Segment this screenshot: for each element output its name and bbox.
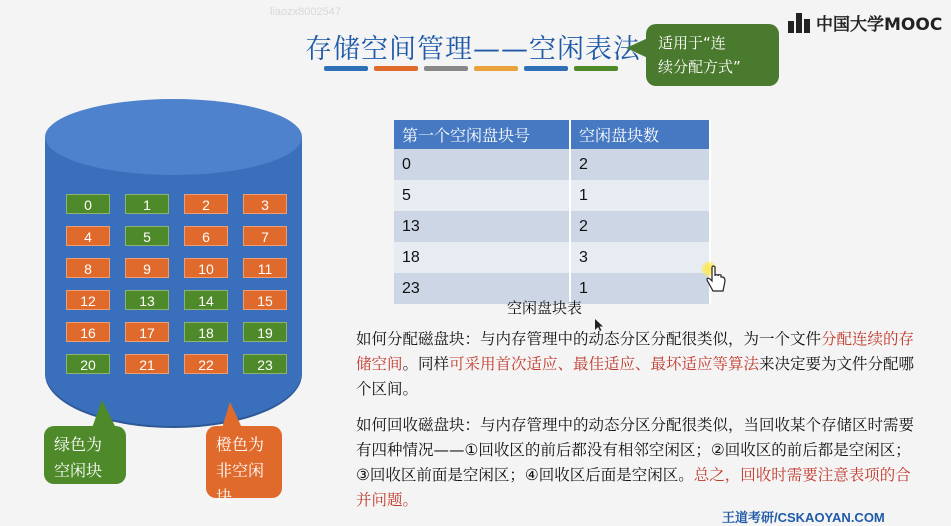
disk-block-3: 3 <box>243 194 287 214</box>
title-bar <box>324 66 368 71</box>
para-highlight: 总之，回收时需要注意表项的合并问题。 <box>356 466 911 509</box>
disk-block-10: 10 <box>184 258 228 278</box>
title-bar <box>524 66 568 71</box>
note-line: 空闲块 <box>54 461 103 480</box>
disk-block-21: 21 <box>125 354 169 374</box>
title-bar <box>574 66 618 71</box>
note-line: 块 <box>216 487 233 506</box>
table-header-row <box>394 120 710 149</box>
table-cell: 5 <box>394 180 570 211</box>
callout-pointer <box>626 38 648 58</box>
note-pointer <box>222 402 242 428</box>
para-text: 如何分配磁盘块：与内存管理中的动态分区分配很类似，为一个文件 <box>356 330 822 348</box>
disk-block-17: 17 <box>125 322 169 342</box>
table-row <box>394 211 710 242</box>
callout-applicability <box>646 24 779 86</box>
note-green-free <box>44 426 126 484</box>
para-text: 来决定要为文件分配哪个区间。 <box>356 355 915 398</box>
title-bar <box>374 66 418 71</box>
disk-block-4: 4 <box>66 226 110 246</box>
para-highlight: 可采用首次适应、最佳适应、最坏适应等算法 <box>449 355 760 373</box>
disk-block-5: 5 <box>125 226 169 246</box>
disk-block-7: 7 <box>243 226 287 246</box>
disk-cylinder-top <box>45 99 302 175</box>
disk-block-11: 11 <box>243 258 287 278</box>
disk-block-9: 9 <box>125 258 169 278</box>
disk-block-8: 8 <box>66 258 110 278</box>
watermark: liaozx8002547 <box>270 6 341 18</box>
disk-block-23: 23 <box>243 354 287 374</box>
note-pointer <box>92 400 116 428</box>
callout-line: 适用于“连 <box>658 34 726 52</box>
table-cell: 1 <box>570 273 710 304</box>
disk-block-13: 13 <box>125 290 169 310</box>
disk-block-22: 22 <box>184 354 228 374</box>
table-cell: 13 <box>394 211 570 242</box>
table-row <box>394 180 710 211</box>
note-line: 非空闲 <box>216 461 265 480</box>
disk-block-18: 18 <box>184 322 228 342</box>
title-bar <box>474 66 518 71</box>
table-cell: 1 <box>570 180 710 211</box>
disk-block-14: 14 <box>184 290 228 310</box>
callout-line: 续分配方式” <box>658 58 741 76</box>
table-cell: 23 <box>394 273 570 304</box>
table-cell: 0 <box>394 149 570 180</box>
disk-block-6: 6 <box>184 226 228 246</box>
title-decoration <box>324 66 618 71</box>
para-text: 如何回收磁盘块：与内存管理中的动态分区分配很类似，当回收某个存储区时需要有四种情况——①回收区的前后都没有相邻空闲区；②回收区的前后都是空闲区；③回收区前面是空闲区；④回收区后面是空闲区。 <box>356 416 915 484</box>
para-text: 。同样 <box>402 355 450 373</box>
table-cell: 2 <box>570 211 710 242</box>
disk-block-0: 0 <box>66 194 110 214</box>
note-orange-used <box>206 426 282 506</box>
table-cell: 2 <box>570 149 710 180</box>
table-cell: 18 <box>394 242 570 273</box>
hand-cursor-icon <box>705 265 731 297</box>
disk-block-19: 19 <box>243 322 287 342</box>
disk-block-2: 2 <box>184 194 228 214</box>
mooc-logo-icon <box>788 13 810 33</box>
brand-name: 中国大学MOOC <box>816 15 943 35</box>
disk-block-20: 20 <box>66 354 110 374</box>
free-block-table <box>394 120 711 304</box>
table-row <box>394 242 710 273</box>
disk-block-1: 1 <box>125 194 169 214</box>
disk-block-12: 12 <box>66 290 110 310</box>
title-bar <box>424 66 468 71</box>
table-row <box>394 149 710 180</box>
disk-block-15: 15 <box>243 290 287 310</box>
note-line: 橙色为 <box>216 435 265 454</box>
slide-title: 存储空间管理——空闲表法 <box>305 34 641 65</box>
note-line: 绿色为 <box>54 435 103 454</box>
column-header-block-count: 空闲盘块数 <box>570 120 710 149</box>
para-highlight: 分配连续的存储空间 <box>356 330 915 373</box>
allocation-paragraph <box>356 327 916 402</box>
reclaim-paragraph <box>356 413 916 513</box>
footer-credit: 王道考研/CSKAOYAN.COM <box>722 510 885 525</box>
disk-block-16: 16 <box>66 322 110 342</box>
table-cell: 3 <box>570 242 710 273</box>
table-caption: 空闲盘块表 <box>507 299 583 317</box>
mooc-brand <box>788 10 942 35</box>
column-header-first-block: 第一个空闲盘块号 <box>394 120 570 149</box>
